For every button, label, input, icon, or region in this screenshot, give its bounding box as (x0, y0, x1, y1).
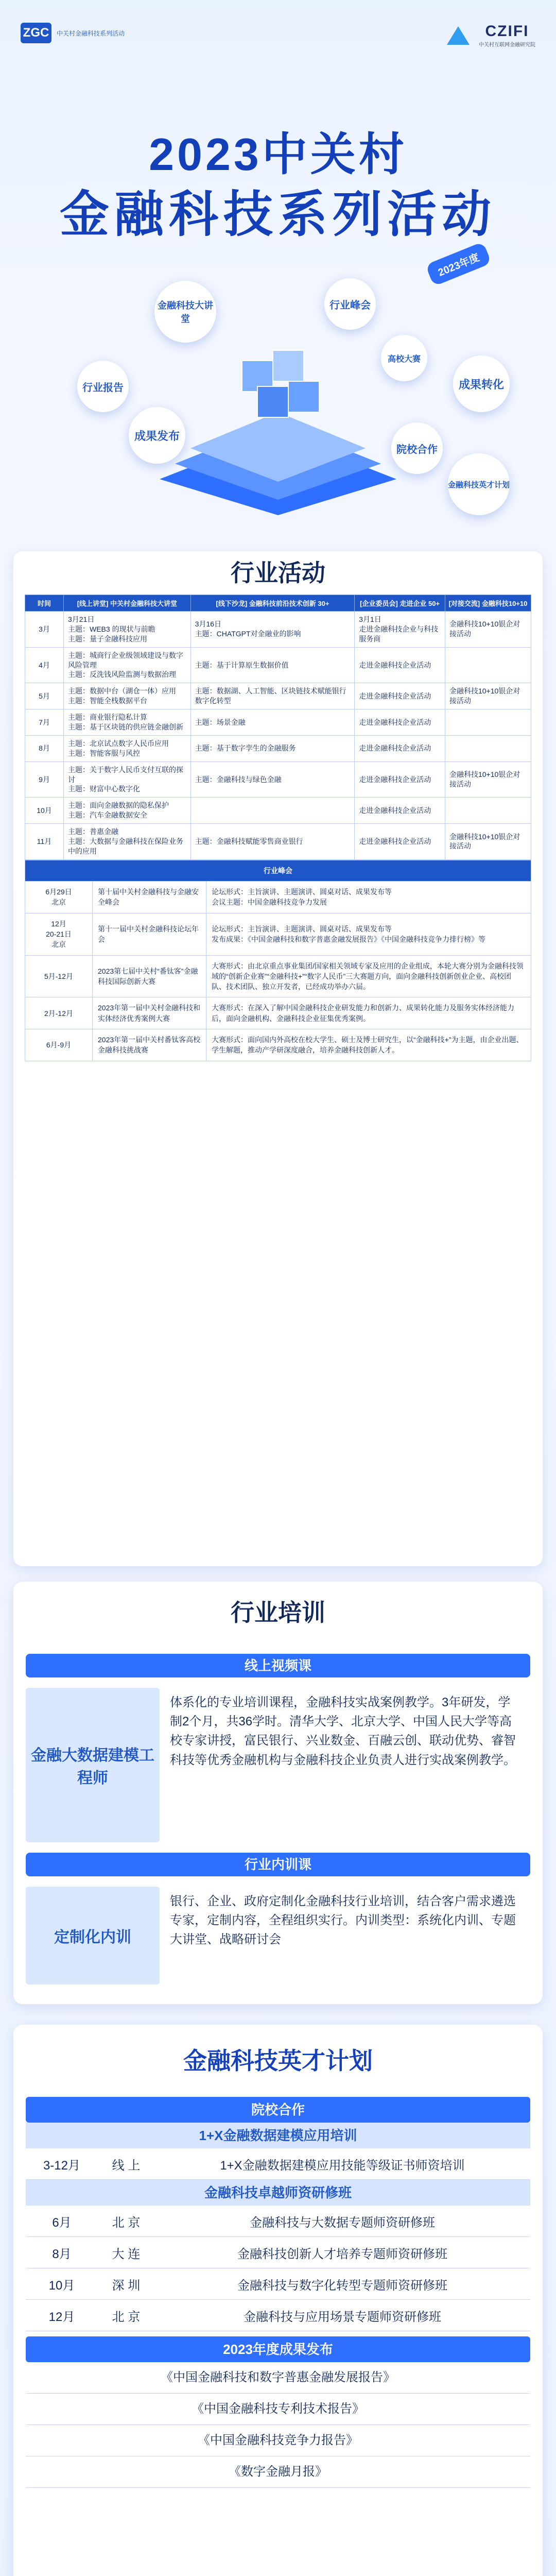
activity-row (25, 612, 531, 648)
activity-cell: 主题：数据湖、人工智能、区块链技术赋能银行数字化转型 (190, 683, 355, 709)
activity-cell: 主题：关于数字人民币支付互联的探讨 主题：财富中心数字化 (64, 761, 191, 798)
summit-row (25, 882, 531, 913)
partner-emblem-icon (446, 25, 471, 46)
talent-desc: 金融科技创新人才培养专题师资研修班 (237, 2247, 447, 2261)
activity-month: 10月 (25, 798, 64, 824)
activity-cell: 金融科技10+10银企对接活动 (445, 824, 531, 860)
activity-cell: 主题：北京试点数字人民币应用 主题：智能客服与风控 (64, 735, 191, 761)
talent-title: 金融科技英才计划 (183, 2047, 373, 2074)
summit-name: 2023年第一届中关村番钛客高校金融科技挑战赛 (93, 1029, 206, 1061)
activity-month: 9月 (25, 761, 64, 798)
talent-time: 12月 (48, 2310, 75, 2324)
activity-cell: 走进金融科技企业活动 (355, 824, 445, 860)
talent-row (26, 2300, 530, 2331)
report-item: 《中国金融科技竞争力报告》 (26, 2425, 530, 2456)
activity-cell: 走进金融科技企业活动 (355, 683, 445, 709)
talent-desc: 金融科技与大数据专题师资研修班 (250, 2215, 435, 2230)
col-salon: [线下沙龙] 金融科技前沿技术创新 30+ (190, 595, 355, 612)
zgc-logo-mark: ZGC (21, 23, 51, 43)
online-course-desc: 体系化的专业培训课程，金融科技实战案例教学。3年研发，学制2个月，共36学时。清华大学、北京大学、中国人民大学等高校专家讲授，富民银行、兴业数金、百融云创、联动优势、睿智科技等优秀金融机构与金融科技企业负责人进行实战案例教学。 (170, 1696, 516, 1767)
reports-band: 2023年度成果发布 (26, 2336, 530, 2362)
inhouse-course-row (26, 1887, 530, 1985)
report-item: 《数字金融月报》 (26, 2456, 530, 2488)
bubble-summit: 行业峰会 (324, 278, 376, 330)
training-title: 行业培训 (231, 1599, 325, 1626)
hero-banner (0, 0, 556, 541)
activity-cell: 主题：城商行企业级领域建设与数字风险管理 主题：反洗钱风险监测与数据治理 (64, 647, 191, 683)
bubble-talent: 金融科技英才计划 (448, 453, 510, 515)
summit-desc: 论坛形式：主旨演讲、主题演讲、圆桌对话、成果发布等 会议主题：中国金融科技竞争力发展 (206, 882, 531, 913)
talent-time: 8月 (52, 2247, 72, 2261)
partner-logos (446, 23, 535, 48)
activity-cell (445, 647, 531, 683)
report-item: 《中国金融科技专利技术报告》 (26, 2394, 530, 2425)
activity-cell: 主题：金融科技赋能零售商业银行 (190, 824, 355, 860)
bubble-report: 行业报告 (77, 361, 129, 412)
activity-month: 7月 (25, 709, 64, 736)
activity-cell: 走进金融科技企业活动 (355, 798, 445, 824)
online-course-name: 金融大数据建模工程师 (26, 1688, 160, 1842)
inhouse-course-name: 定制化内训 (26, 1887, 160, 1985)
talent-desc: 1+X金融数据建模应用技能等级证书师资培训 (220, 2158, 465, 2173)
talent-place: 北 京 (112, 2310, 141, 2324)
summit-band: 行业峰会 (25, 860, 531, 881)
talent-time: 6月 (52, 2215, 72, 2230)
activity-row (25, 798, 531, 824)
activity-cell: 3月21日 主题：WEB3 的现状与前瞻 主题：量子金融科技应用 (64, 612, 191, 648)
online-course-row (26, 1688, 530, 1842)
zgc-logo (21, 23, 125, 43)
talent-row (26, 2268, 530, 2300)
activity-cell (445, 709, 531, 736)
activity-cell: 金融科技10+10银企对接活动 (445, 612, 531, 648)
activity-cell: 主题：场景金融 (190, 709, 355, 736)
activity-month: 11月 (25, 824, 64, 860)
col-online: [线上讲堂] 中关村金融科技大讲堂 (64, 595, 191, 612)
activity-cell: 主题：数据中台（湖仓一体）应用 主题：智能全栈数据平台 (64, 683, 191, 709)
czifi-logo (479, 23, 535, 48)
activity-cell: 主题：普惠金融 主题：大数据与金融科技在保险业务中的应用 (64, 824, 191, 860)
partner-logo-1 (446, 25, 471, 46)
summit-row (25, 913, 531, 955)
summit-desc: 论坛形式：主旨演讲、主题演讲、圆桌对话、成果发布等 发布成果：《中国金融科技和数字普惠金融发展报告》《中国金融科技竞争力排行榜》等 (206, 913, 531, 955)
talent-place: 深 圳 (112, 2278, 141, 2293)
summit-name: 2023第七届中关村“番钛客”金融科技国际创新大赛 (93, 955, 206, 997)
activity-cell: 3月16日 主题：CHATGPT对金融业的影响 (190, 612, 355, 648)
summit-date: 2月-12月 (25, 997, 93, 1029)
summit-date: 6月-9月 (25, 1029, 93, 1061)
summits-table (25, 860, 531, 1061)
talent-place: 大 连 (112, 2247, 141, 2261)
report-item: 《中国金融科技和数字普惠金融发展报告》 (26, 2362, 530, 2394)
talent-sub1: 1+X金融数据建模应用培训 (26, 2123, 530, 2148)
school-band: 院校合作 (26, 2097, 530, 2123)
activity-cell (445, 798, 531, 824)
training-section (13, 1582, 543, 2004)
activity-row (25, 824, 531, 860)
summit-desc: 大赛形式：由北京重点事业集团/国家相关领域专家及应用的企业组成，本轮大赛分别为金融科技领域的“创新企业赛”“金融科技+”“数字人民币”三大赛题方向，面向金融科技创新创业企业、高校团队、技术团队、独立开发者，已经成功举办六届。 (206, 955, 531, 997)
online-course-pill: 线上视频课 (26, 1654, 530, 1677)
activity-cell: 走进金融科技企业活动 (355, 735, 445, 761)
zgc-logo-text: 中关村金融科技系列活动 (57, 29, 125, 37)
talent-place: 北 京 (112, 2215, 141, 2230)
activity-month: 8月 (25, 735, 64, 761)
activity-month: 3月 (25, 612, 64, 648)
col-time: 时间 (25, 595, 64, 612)
activity-cell: 主题：基于数字孪生的金融服务 (190, 735, 355, 761)
activity-row (25, 683, 531, 709)
activities-table (25, 595, 531, 860)
talent-place: 线 上 (112, 2158, 141, 2173)
activity-cell (445, 735, 531, 761)
activity-cell (190, 798, 355, 824)
activity-cell: 走进金融科技企业活动 (355, 647, 445, 683)
activity-cell: 金融科技10+10银企对接活动 (445, 761, 531, 798)
summit-name: 第十届中关村金融科技与金融安全峰会 (93, 882, 206, 913)
talent-time: 3-12月 (43, 2158, 81, 2173)
activity-row (25, 647, 531, 683)
summit-row (25, 955, 531, 997)
bubble-school: 院校合作 (391, 422, 443, 474)
col-enterprise: [企业委员会] 走进企业 50+ (355, 595, 445, 612)
summit-date: 5月-12月 (25, 955, 93, 997)
activity-cell: 走进金融科技企业活动 (355, 709, 445, 736)
activity-cell: 主题：金融科技与绿色金融 (190, 761, 355, 798)
isometric-platform-illustration (149, 330, 407, 515)
activity-cell: 主题：商业银行隐私计算 主题：基于区块链的供应链金融创新 (64, 709, 191, 736)
summit-band-row (25, 860, 531, 881)
activity-month: 4月 (25, 647, 64, 683)
talent-section (13, 2025, 543, 2576)
talent-row-1x (26, 2148, 530, 2180)
summit-row (25, 997, 531, 1029)
activity-cell: 主题：面向金融数据的隐私保护 主题：汽车金融数据安全 (64, 798, 191, 824)
summit-name: 第十一届中关村金融科技论坛年会 (93, 913, 206, 955)
activities-title: 行业活动 (231, 560, 325, 586)
talent-desc: 金融科技与数字化转型专题师资研修班 (237, 2278, 447, 2293)
summit-name: 2023年第一届中关村金融科技和实体经济优秀案例大赛 (93, 997, 206, 1029)
activity-cell: 主题：基于计算原生数据价值 (190, 647, 355, 683)
summit-desc: 大赛形式：在深入了解中国金融科技企业研发能力和创新力、成果转化能力及服务实体经济能力后，面向金融机构、金融科技企业征集优秀案例。 (206, 997, 531, 1029)
inhouse-course-pill: 行业内训课 (26, 1853, 530, 1876)
talent-desc: 金融科技与应用场景专题师资研修班 (244, 2310, 441, 2324)
talent-row (26, 2237, 530, 2268)
hero-title-line2: 金融科技系列活动 (60, 187, 496, 242)
czifi-logo-text: CZIFI (485, 23, 529, 40)
talent-sub2: 金融科技卓越师资研修班 (26, 2180, 530, 2206)
summit-date: 6月29日 北京 (25, 882, 93, 913)
activities-header-row (25, 595, 531, 612)
activity-cell: 金融科技10+10银企对接活动 (445, 683, 531, 709)
bubble-college-contest: 高校大赛 (381, 335, 427, 381)
col-matching: [对接交流] 金融科技10+10 (445, 595, 531, 612)
inhouse-course-desc: 银行、企业、政府定制化金融科技行业培训，结合客户需求遴选专家，定制内容，全程组织实行。内训类型：系统化内训、专题大讲堂、战略研讨会 (170, 1894, 516, 1947)
activities-section (13, 551, 543, 1566)
talent-time: 10月 (48, 2278, 75, 2293)
hero-title-line1: 2023中关村 (149, 129, 407, 180)
activity-row (25, 761, 531, 798)
bubble-lecture: 金融科技大讲堂 (154, 281, 216, 343)
summit-desc: 大赛形式：面向国内外高校在校大学生、硕士及博士研究生，以“金融科技+”为主题，由企业出题、学生解题，推动产学研深度融合，培养金融科技创新人才。 (206, 1029, 531, 1061)
bubble-conversion: 成果转化 (453, 355, 510, 412)
talent-row (26, 2206, 530, 2237)
activity-row (25, 709, 531, 736)
activity-cell: 走进金融科技企业活动 (355, 761, 445, 798)
activity-cell: 3月1日 走进金融科技企业与科技服务商 (355, 612, 445, 648)
year-badge: 2023年度 (425, 242, 492, 286)
bubble-release: 成果发布 (129, 407, 185, 464)
czifi-logo-sub: 中关村互联网金融研究院 (479, 42, 535, 48)
summit-row (25, 1029, 531, 1061)
activity-row (25, 735, 531, 761)
summit-date: 12月 20-21日 北京 (25, 913, 93, 955)
activity-month: 5月 (25, 683, 64, 709)
